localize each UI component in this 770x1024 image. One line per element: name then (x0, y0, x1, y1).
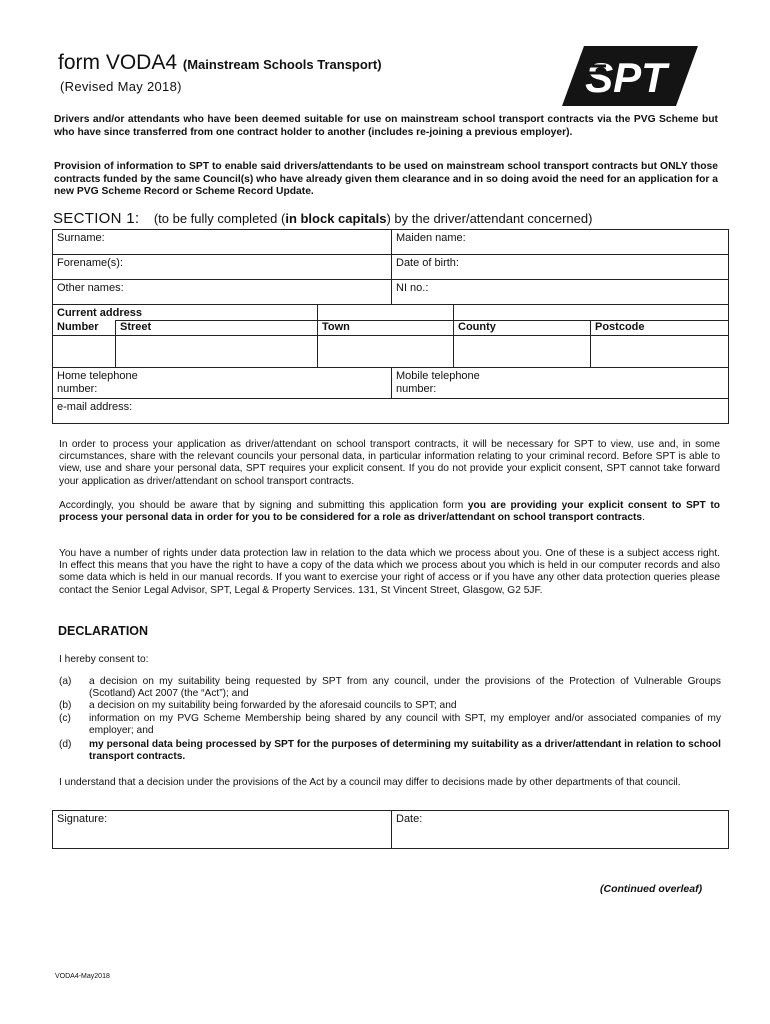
street-header: Street (116, 321, 318, 336)
declaration-item-a (59, 676, 721, 700)
mobile-telephone-label-2: number: (396, 383, 437, 395)
item-label: (d) (59, 739, 72, 751)
item-label: (a) (59, 676, 72, 687)
other-names-label: Other names: (57, 282, 124, 294)
item-label: (b) (59, 700, 72, 712)
spt-logo (562, 46, 698, 106)
county-header: County (454, 321, 591, 336)
form-code: VODA4-May2018 (55, 973, 110, 980)
street-input[interactable] (116, 336, 318, 368)
home-telephone-field[interactable] (53, 368, 392, 399)
declaration-intro: I hereby consent to: (59, 654, 149, 665)
date-label: Date: (396, 813, 423, 825)
signature-label: Signature: (57, 813, 108, 825)
address-header-spacer (318, 305, 454, 321)
section-1-note-post: ) by the driver/attendant concerned) (386, 211, 593, 226)
email-field[interactable] (53, 399, 729, 424)
section-1-note-pre: (to be fully completed ( (153, 211, 286, 226)
personal-details-table (52, 229, 729, 305)
surname-field[interactable] (53, 230, 392, 255)
consent-paragraph-3: You have a number of rights under data protection law in relation to the data which we process about you. One of these is a subject access right. In effect this means that you have the right to have a copy of the data which we process about you which is held in our computer records and also some data which is held in our manual records. If you want to exercise your right of access or if you have any other data protection queries please contact the Senior Legal Advisor, SPT, Legal & Property Services. 131, St Vincent Street, Glasgow, G2 5JF. (59, 548, 720, 596)
item-text: a decision on my suitability being forwarded by the aforesaid councils to SPT; and (89, 700, 457, 712)
form-subtitle: (Mainstream Schools Transport) (182, 57, 382, 72)
mobile-telephone-label-1: Mobile telephone (396, 370, 480, 382)
section-1-label: SECTION 1: (53, 210, 140, 227)
home-telephone-label-2: number: (57, 383, 98, 395)
maiden-name-label: Maiden name: (396, 232, 466, 244)
postcode-header: Postcode (591, 321, 729, 336)
contact-table (52, 367, 729, 424)
address-table (52, 304, 729, 368)
item-text: a decision on my suitability being requested by SPT from any council, under the provisions of the Protection of Vulnerable Groups (Scotland) Act 2007 (the “Act”); and (89, 676, 721, 700)
form-title (58, 51, 382, 75)
county-input[interactable] (454, 336, 591, 368)
consent-p2-pre: Accordingly, you should be aware that by signing and submitting this application form (59, 500, 468, 511)
item-label: (c) (59, 712, 71, 724)
postcode-input[interactable] (591, 336, 729, 368)
other-names-field[interactable] (53, 280, 392, 305)
ni-number-label: NI no.: (396, 282, 429, 294)
intro-paragraph-1: Drivers and/or attendants who have been deemed suitable for use on mainstream school transport contracts via the PVG Scheme but who have since transferred from one contract holder to another (includes re-joining a previous employer). (54, 114, 718, 138)
consent-paragraph-1: In order to process your application as driver/attendant on school transport contracts, it will be necessary for SPT to view, use and, in some circumstances, share with the relevant councils your personal data, in particular information relating to your criminal record. Before SPT is able to view, use and share your personal data, SPT requires your explicit consent. If you do not provide your explicit consent, SPT cannot take forward your application as driver/attendant on school transport contracts. (59, 439, 720, 487)
signature-table (52, 810, 729, 849)
item-text: my personal data being processed by SPT for the purposes of determining my suitability as a driver/attendant in relation to school transport contracts. (89, 739, 721, 763)
date-field[interactable] (392, 811, 729, 849)
consent-paragraph-2 (59, 500, 720, 524)
section-1-heading (53, 210, 592, 227)
declaration-understand: I understand that a decision under the provisions of the Act by a council may differ to decisions made by other departments of that council. (59, 777, 681, 788)
declaration-item-d (59, 739, 721, 763)
consent-p2-bold: you are providing your explicit consent to SPT to process your personal data in order for you to be considered for a role as driver/attendant on school transport contracts (59, 500, 720, 524)
mobile-telephone-field[interactable] (392, 368, 729, 399)
home-telephone-label-1: Home telephone (57, 370, 138, 382)
logo-text: SPT (585, 54, 667, 101)
address-header-cell (53, 305, 318, 321)
continued-overleaf: (Continued overleaf) (600, 883, 703, 895)
number-input[interactable] (53, 336, 116, 368)
revised-date: (Revised May 2018) (60, 79, 182, 94)
current-address-label: Current address (57, 307, 142, 319)
town-header: Town (318, 321, 454, 336)
form-name: form VODA4 (58, 51, 178, 74)
email-label: e-mail address: (57, 401, 133, 413)
forenames-label: Forename(s): (57, 257, 124, 269)
item-text: information on my PVG Scheme Membership being shared by any council with SPT, my employer and/or associated companies of my employer; and (89, 712, 721, 736)
address-header-spacer-2 (454, 305, 729, 321)
surname-label: Surname: (57, 232, 105, 244)
forenames-field[interactable] (53, 255, 392, 280)
number-header: Number (53, 321, 116, 336)
maiden-name-field[interactable] (392, 230, 729, 255)
ni-number-field[interactable] (392, 280, 729, 305)
date-of-birth-label: Date of birth: (396, 257, 459, 269)
section-1-note-bold: in block capitals (285, 211, 387, 226)
signature-field[interactable] (53, 811, 392, 849)
declaration-item-c (59, 713, 721, 737)
declaration-list (59, 676, 721, 763)
consent-p2-post: . (642, 512, 645, 524)
town-input[interactable] (318, 336, 454, 368)
intro-paragraph-2: Provision of information to SPT to enable said drivers/attendants to be used on mainstream school transport contracts but ONLY those contracts funded by the same Council(s) who have already given them clearance and in so doing avoid the need for an application for a new PVG Scheme Record or Scheme Record Update. (54, 161, 718, 197)
declaration-item-b (59, 700, 721, 712)
declaration-heading: DECLARATION (58, 624, 149, 638)
date-of-birth-field[interactable] (392, 255, 729, 280)
